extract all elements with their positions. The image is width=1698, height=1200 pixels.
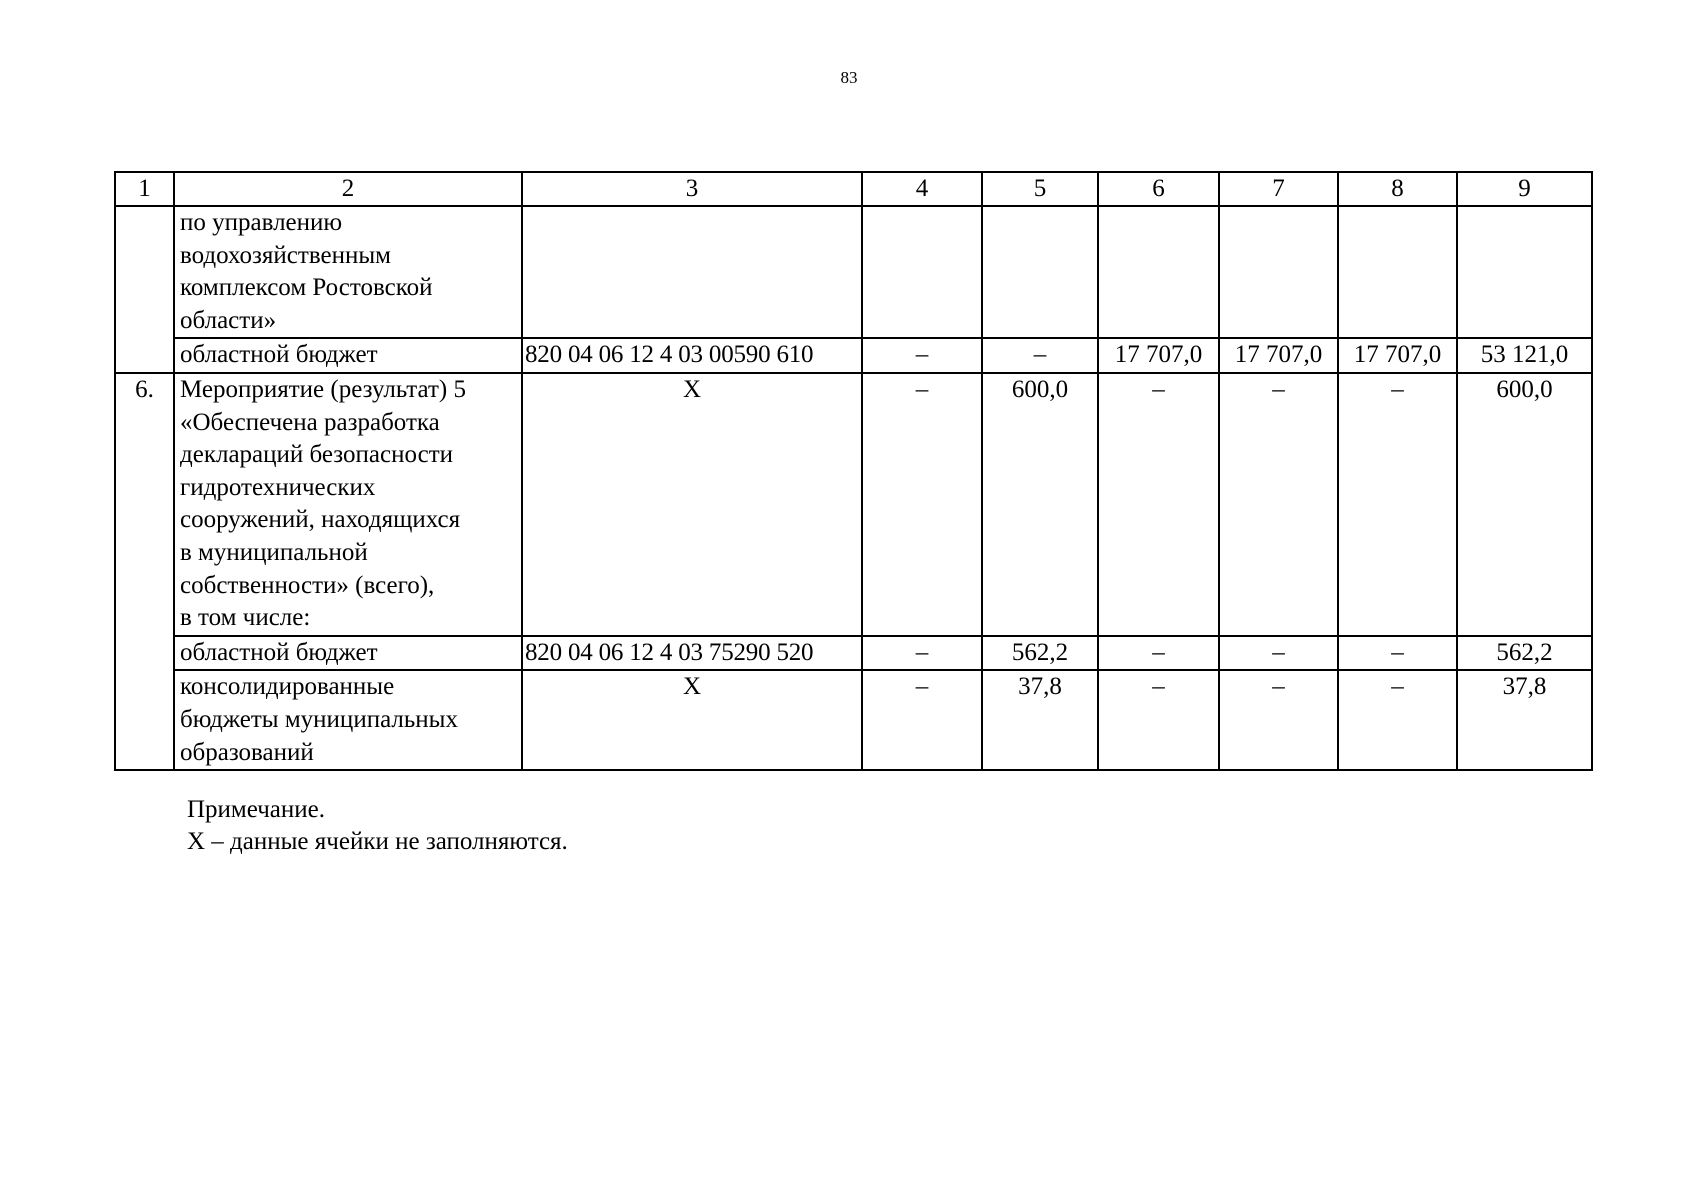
value-cell-7: – [1219, 373, 1338, 636]
value-cell-7 [1219, 206, 1338, 338]
value-cell-5: 562,2 [982, 636, 1098, 671]
description-cell: областной бюджет [174, 636, 522, 671]
header-col-9: 9 [1457, 172, 1592, 206]
value-cell-8: – [1338, 373, 1457, 636]
value-cell-6: – [1098, 373, 1219, 636]
table-row-oblast-budget-2 [115, 636, 1592, 671]
budget-table [114, 171, 1593, 771]
value-cell-8: – [1338, 670, 1457, 770]
page-number: 83 [840, 68, 858, 87]
value-cell-8 [1338, 206, 1457, 338]
code-cell [522, 206, 862, 338]
value-cell-4: – [862, 373, 982, 636]
code-cell: Х [522, 373, 862, 636]
footnote [187, 794, 568, 858]
value-cell-4: – [862, 338, 982, 373]
value-cell-6: – [1098, 636, 1219, 671]
value-cell-7: 17 707,0 [1219, 338, 1338, 373]
description-cell: Мероприятие (результат) 5 «Обеспечена разработка деклараций безопасности гидротехнических сооружений, находящихся в муниципальной собственности» (всего), в том числе: [174, 373, 522, 636]
code-cell: 820 04 06 12 4 03 75290 520 [522, 636, 862, 671]
table-row-continuation [115, 206, 1592, 338]
value-cell-7: – [1219, 636, 1338, 671]
value-cell-5: 600,0 [982, 373, 1098, 636]
row-number-cell [115, 206, 174, 373]
value-cell-9: 600,0 [1457, 373, 1592, 636]
value-cell-9: 37,8 [1457, 670, 1592, 770]
value-cell-9: 562,2 [1457, 636, 1592, 671]
value-cell-4 [862, 206, 982, 338]
header-col-1: 1 [115, 172, 174, 206]
value-cell-7: – [1219, 670, 1338, 770]
value-cell-9: 53 121,0 [1457, 338, 1592, 373]
footnote-text: Х – данные ячейки не заполняются. [187, 828, 568, 855]
row-number-cell: 6. [115, 373, 174, 770]
value-cell-6: – [1098, 670, 1219, 770]
description-cell: консолидированные бюджеты муниципальных образований [174, 670, 522, 770]
value-cell-8: 17 707,0 [1338, 338, 1457, 373]
value-cell-6: 17 707,0 [1098, 338, 1219, 373]
header-col-3: 3 [522, 172, 862, 206]
table-row-event-6 [115, 373, 1592, 636]
footnote-title: Примечание. [187, 796, 326, 823]
code-cell: Х [522, 670, 862, 770]
value-cell-4: – [862, 636, 982, 671]
value-cell-5 [982, 206, 1098, 338]
header-col-2: 2 [174, 172, 522, 206]
code-cell: 820 04 06 12 4 03 00590 610 [522, 338, 862, 373]
header-col-6: 6 [1098, 172, 1219, 206]
value-cell-5: – [982, 338, 1098, 373]
header-row [115, 172, 1592, 206]
value-cell-9 [1457, 206, 1592, 338]
header-col-4: 4 [862, 172, 982, 206]
table-row-consolidated-budgets [115, 670, 1592, 770]
value-cell-5: 37,8 [982, 670, 1098, 770]
header-col-7: 7 [1219, 172, 1338, 206]
table-row-oblast-budget-1 [115, 338, 1592, 373]
value-cell-4: – [862, 670, 982, 770]
description-cell: по управлению водохозяйственным комплексом Ростовской области» [174, 206, 522, 338]
description-cell: областной бюджет [174, 338, 522, 373]
header-col-5: 5 [982, 172, 1098, 206]
header-col-8: 8 [1338, 172, 1457, 206]
value-cell-8: – [1338, 636, 1457, 671]
value-cell-6 [1098, 206, 1219, 338]
